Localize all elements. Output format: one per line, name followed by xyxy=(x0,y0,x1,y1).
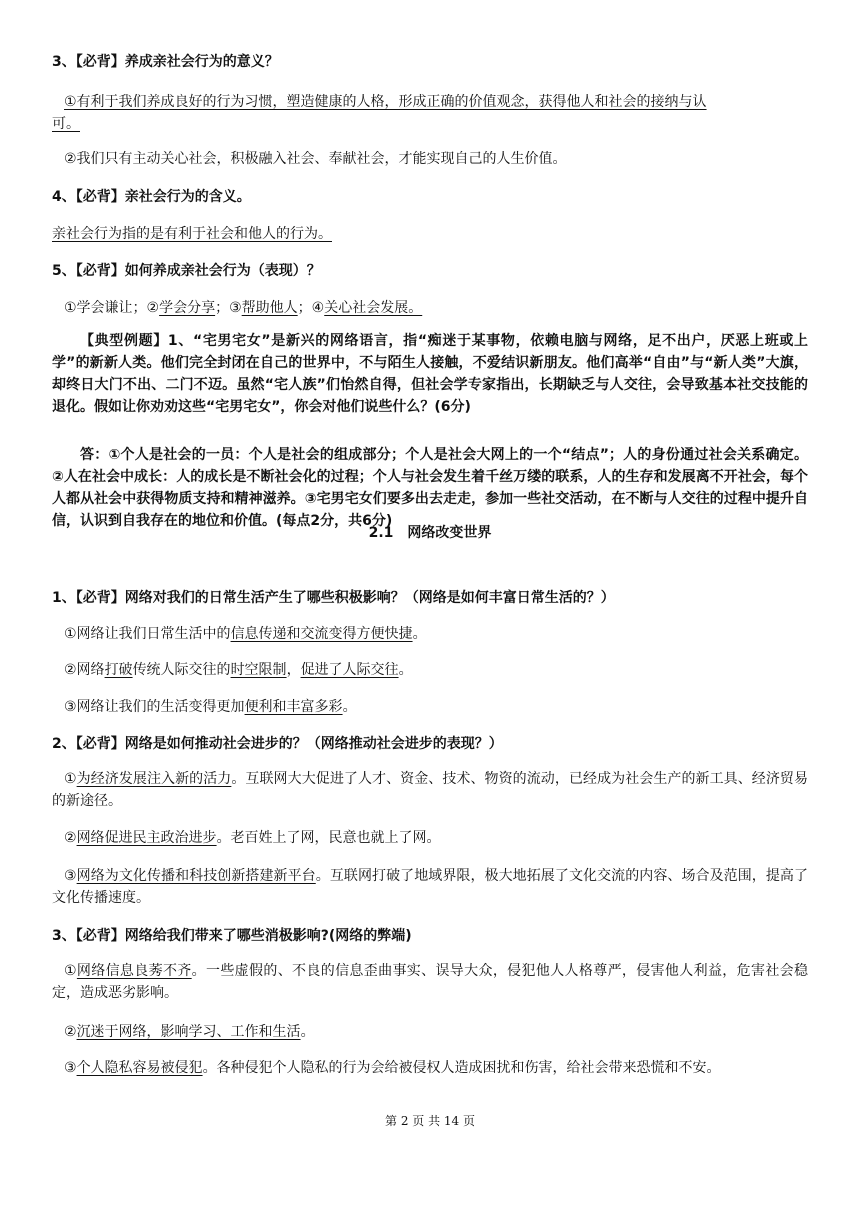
question-3-heading: 3、【必背】养成亲社会行为的意义？ xyxy=(52,54,279,70)
typical-example: 【典型例题】1、“宅男宅女”是新兴的网络语言，指“痴迷于某事物，依赖电脑与网络，足不出户，厌恶上班或上学”的新新人类。他们完全封闭在自己的世界中，不与陌生人接触，不爱结识新朋友。他们高举“自由”与“新人类”大旗，却终日大门不出、二门不迈。虽然“宅人族”们怡然自得，但社会学专家指出，长期缺乏与人交往，会导致基本社交技能的退化。假如让你劝劝这些“宅男宅女”，你会对他们说些什么？(6分) xyxy=(52,333,808,415)
answer-5: ①学会谦让；②学会分享；③帮助他人；④关心社会发展。 xyxy=(64,300,423,316)
section2-answer-2-point-1: ①为经济发展注入新的活力。互联网大大促进了人才、资金、技术、物资的流动，已经成为社会生产的新工具、经济贸易的新途径。 xyxy=(52,771,809,809)
answer-3-point-1-continued: 可。 xyxy=(52,116,80,132)
section2-answer-2-point-2: ②网络促进民主政治进步。老百姓上了网，民意也就上了网。 xyxy=(64,830,441,846)
section-heading: 2.1 网络改变世界 xyxy=(368,525,492,541)
answer-3-point-1: ①有利于我们养成良好的行为习惯，塑造健康的人格，形成正确的价值观念，获得他人和社会的接纳与认 xyxy=(64,94,707,110)
section2-answer-3-point-1: ①网络信息良莠不齐。一些虚假的、不良的信息歪曲事实、误导大众，侵犯他人人格尊严，侵害他人利益，危害社会稳定，造成恶劣影响。 xyxy=(52,963,809,1001)
section2-answer-3-point-2: ②沉迷于网络，影响学习、工作和生活。 xyxy=(64,1024,315,1040)
section2-answer-1-point-1: ①网络让我们日常生活中的信息传递和交流变得方便快捷。 xyxy=(64,626,427,642)
section2-question-1: 1、【必背】网络对我们的日常生活产生了哪些积极影响？（网络是如何丰富日常生活的？） xyxy=(52,590,615,606)
answer-4: 亲社会行为指的是有利于社会和他人的行为。 xyxy=(52,226,332,242)
section2-answer-3-point-3: ③个人隐私容易被侵犯。各种侵犯个人隐私的行为会给被侵权人造成困扰和伤害，给社会带来恐慌和不安。 xyxy=(64,1060,721,1076)
answer-3-point-2: ②我们只有主动关心社会，积极融入社会、奉献社会，才能实现自己的人生价值。 xyxy=(64,151,567,167)
page-footer: 第 2 页 共 14 页 xyxy=(385,1114,475,1128)
question-5-heading: 5、【必背】如何养成亲社会行为（表现）？ xyxy=(52,263,321,279)
question-4-heading: 4、【必背】亲社会行为的含义。 xyxy=(52,189,251,205)
section2-answer-1-point-3: ③网络让我们的生活变得更加便利和丰富多彩。 xyxy=(64,699,357,715)
section2-answer-1-point-2: ②网络打破传统人际交往的时空限制，促进了人际交往。 xyxy=(64,662,413,678)
example-answer: 答：①个人是社会的一员：个人是社会的组成部分；个人是社会大网上的一个“结点”；人的身份通过社会关系确定。②人在社会中成长：人的成长是不断社会化的过程；个人与社会发生着千丝万缕的联系，人的生存和发展离不开社会，每个人都从社会中获得物质支持和精神滋养。③宅男宅女们要多出去走走，参加一些社交活动，在不断与人交往的过程中提升自信，认识到自我存在的地位和价值。(每点2分，共6分) xyxy=(52,447,808,529)
section2-question-2: 2、【必背】网络是如何推动社会进步的？（网络推动社会进步的表现？） xyxy=(52,736,503,752)
section2-answer-2-point-3: ③网络为文化传播和科技创新搭建新平台。互联网打破了地域界限，极大地拓展了文化交流的内容、场合及范围，提高了文化传播速度。 xyxy=(52,868,808,906)
section2-question-3: 3、【必背】网络给我们带来了哪些消极影响?(网络的弊端) xyxy=(52,928,412,944)
